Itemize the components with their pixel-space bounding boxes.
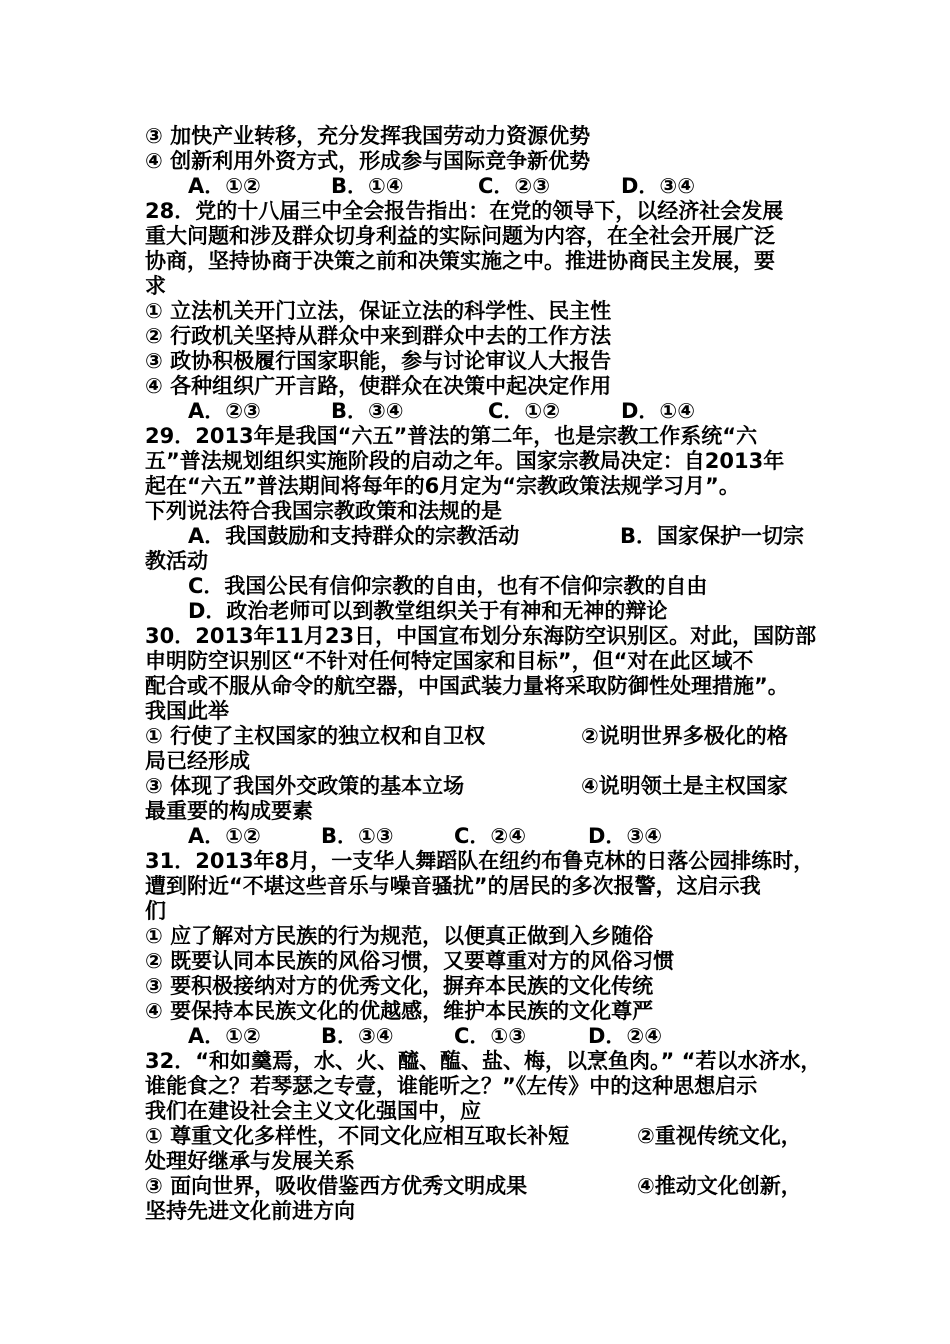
q28-choice-b: B．③④ xyxy=(331,399,404,423)
q30-choice-a: A．①② xyxy=(188,824,261,848)
q32-option-4: ④推动文化创新， xyxy=(637,1174,802,1198)
q31-option-4: ④ 要保持本民族文化的优越感，维护本民族的文化尊严 xyxy=(145,999,654,1023)
q29-choice-b: B．国家保护一切宗 xyxy=(620,524,805,548)
q28-option-3: ③ 政协积极履行国家职能，参与讨论审议人大报告 xyxy=(145,349,612,373)
q28-choice-d: D．①④ xyxy=(621,399,695,423)
q27-choice-b: B．①④ xyxy=(331,174,404,198)
q30-stem-line-4: 我国此举 xyxy=(145,699,229,723)
q29-choices-row-1 xyxy=(188,524,868,549)
q31-option-2: ② 既要认同本民族的风俗习惯，又要尊重对方的风俗习惯 xyxy=(145,949,675,973)
q27-choice-a: A．①② xyxy=(188,174,261,198)
q30-option-4-continued: 最重要的构成要素 xyxy=(145,799,313,823)
q30-choice-c: C．②④ xyxy=(454,824,526,848)
q29-stem-line-2: 五”普法规划组织实施阶段的启动之年。国家宗教局决定：自2013年 xyxy=(145,449,785,473)
q28-option-4: ④ 各种组织广开言路，使群众在决策中起决定作用 xyxy=(145,374,612,398)
q30-option-2: ②说明世界多极化的格 xyxy=(581,724,788,748)
q28-choice-c: C．①② xyxy=(488,399,560,423)
q28-choice-a: A．②③ xyxy=(188,399,261,423)
q32-stem-line-1: 32．“和如羹焉，水、火、醯、醢、盐、梅，以烹鱼肉。” “若以水济水， xyxy=(145,1049,822,1073)
q29-choice-b-continued: 教活动 xyxy=(145,549,208,573)
q30-choice-b: B．①③ xyxy=(321,824,394,848)
q30-options-row-1 xyxy=(145,724,825,749)
q31-stem-line-2: 遭到附近“不堪这些音乐与噪音骚扰”的居民的多次报警，这启示我 xyxy=(145,874,761,898)
q32-stem-line-2: 谁能食之？若琴瑟之专壹，谁能听之？”《左传》中的这种思想启示 xyxy=(145,1074,758,1098)
q32-stem-line-3: 我们在建设社会主义文化强国中，应 xyxy=(145,1099,481,1123)
q31-option-1: ① 应了解对方民族的行为规范，以便真正做到入乡随俗 xyxy=(145,924,654,948)
q30-stem-line-3: 配合或不服从命令的航空器，中国武装力量将采取防御性处理措施”。 xyxy=(145,674,789,698)
q32-option-2-continued: 处理好继承与发展关系 xyxy=(145,1149,355,1173)
q32-option-3: ③ 面向世界，吸收借鉴西方优秀文明成果 xyxy=(145,1174,528,1198)
q30-choices xyxy=(188,824,868,849)
q28-option-2: ② 行政机关坚持从群众中来到群众中去的工作方法 xyxy=(145,324,612,348)
q30-option-4: ④说明领土是主权国家 xyxy=(581,774,788,798)
q30-option-1: ① 行使了主权国家的独立权和自卫权 xyxy=(145,724,486,748)
q29-stem-line-4: 下列说法符合我国宗教政策和法规的是 xyxy=(145,499,502,523)
q27-choice-c: C．②③ xyxy=(478,174,550,198)
q30-option-3: ③ 体现了我国外交政策的基本立场 xyxy=(145,774,465,798)
q32-option-2: ②重视传统文化， xyxy=(637,1124,802,1148)
q29-choice-a: A．我国鼓励和支持群众的宗教活动 xyxy=(188,524,520,548)
q28-stem-line-1: 28．党的十八届三中全会报告指出：在党的领导下，以经济社会发展 xyxy=(145,199,784,223)
q28-choices xyxy=(188,399,868,424)
q30-option-2-continued: 局已经形成 xyxy=(145,749,250,773)
q29-stem-line-1: 29．2013年是我国“六五”普法的第二年，也是宗教工作系统“六 xyxy=(145,424,758,448)
q30-options-row-2 xyxy=(145,774,825,799)
q28-stem-line-2: 重大问题和涉及群众切身利益的实际问题为内容，在全社会开展广泛 xyxy=(145,224,775,248)
q29-choice-d: D．政治老师可以到教堂组织关于有神和无神的辩论 xyxy=(188,599,668,623)
q31-choice-d: D．②④ xyxy=(588,1024,662,1048)
q30-stem-line-2: 申明防空识别区“不针对任何特定国家和目标”，但“对在此区域不 xyxy=(145,649,754,673)
q31-choice-c: C．①③ xyxy=(454,1024,526,1048)
q32-options-row-2 xyxy=(145,1174,825,1199)
q30-stem-line-1: 30．2013年11月23日，中国宣布划分东海防空识别区。对此，国防部 xyxy=(145,624,817,648)
q28-option-1: ① 立法机关开门立法，保证立法的科学性、民主性 xyxy=(145,299,612,323)
q29-choice-c: C．我国公民有信仰宗教的自由，也有不信仰宗教的自由 xyxy=(188,574,708,598)
q28-stem-line-4: 求 xyxy=(145,274,166,298)
q32-option-4-continued: 坚持先进文化前进方向 xyxy=(145,1199,355,1223)
q27-option-4: ④ 创新利用外资方式，形成参与国际竞争新优势 xyxy=(145,149,591,173)
q32-options-row-1 xyxy=(145,1124,825,1149)
q27-choices xyxy=(188,174,868,199)
q31-stem-line-1: 31．2013年8月，一支华人舞蹈队在纽约布鲁克林的日落公园排练时， xyxy=(145,849,815,873)
q29-stem-line-3: 起在“六五”普法期间将每年的6月定为“宗教政策法规学习月”。 xyxy=(145,474,740,498)
q30-choice-d: D．③④ xyxy=(588,824,662,848)
q31-stem-line-3: 们 xyxy=(145,899,166,923)
q27-option-3: ③ 加快产业转移，充分发挥我国劳动力资源优势 xyxy=(145,124,591,148)
q28-stem-line-3: 协商，坚持协商于决策之前和决策实施之中。推进协商民主发展，要 xyxy=(145,249,775,273)
q31-choice-a: A．①② xyxy=(188,1024,261,1048)
q32-option-1: ① 尊重文化多样性，不同文化应相互取长补短 xyxy=(145,1124,570,1148)
q31-choice-b: B．③④ xyxy=(321,1024,394,1048)
q27-choice-d: D．③④ xyxy=(621,174,695,198)
q31-choices xyxy=(188,1024,868,1049)
q31-option-3: ③ 要积极接纳对方的优秀文化，摒弃本民族的文化传统 xyxy=(145,974,654,998)
